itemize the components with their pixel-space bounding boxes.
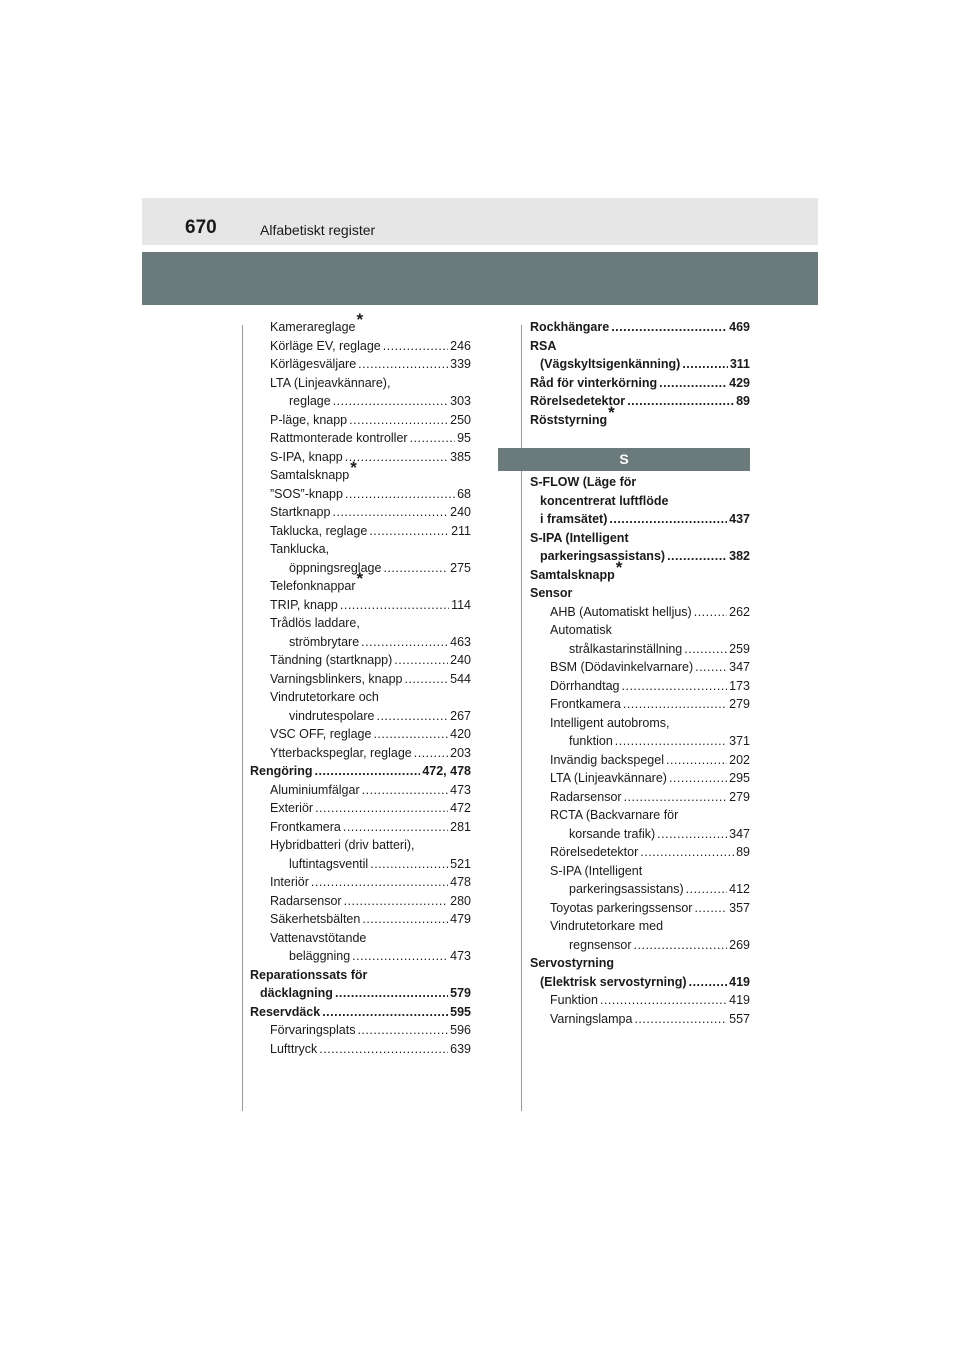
index-entry-page: 267 — [450, 708, 471, 723]
index-entry-label: Aluminiumfälgar — [270, 782, 360, 797]
index-entry-label: Röststyrning — [530, 412, 608, 427]
index-entry-page: 437 — [729, 512, 750, 526]
dot-leader — [383, 337, 448, 356]
index-entry — [250, 522, 471, 541]
index-entry — [530, 899, 750, 918]
dot-leader — [684, 640, 727, 659]
index-entry — [250, 744, 471, 763]
index-entry: Samtalsknapp * — [250, 466, 471, 485]
dot-leader — [319, 1040, 448, 1059]
index-entry-page: 382 — [729, 549, 750, 563]
index-entry — [250, 984, 471, 1003]
dot-leader — [694, 899, 727, 918]
index-entry-page: 203 — [450, 745, 471, 760]
index-entry-label: Ytterbackspeglar, reglage — [270, 745, 412, 760]
index-entry — [250, 855, 471, 874]
dot-leader — [315, 762, 421, 781]
index-entry-label: Invändig backspegel — [550, 752, 664, 767]
index-entry-label: Automatisk — [550, 623, 612, 637]
index-entry — [250, 762, 471, 781]
index-entry — [250, 725, 471, 744]
index-entry-page: 419 — [729, 974, 750, 989]
dot-leader — [640, 843, 734, 862]
index-entry — [530, 751, 750, 770]
index-entry — [530, 843, 750, 862]
dot-leader — [335, 984, 448, 1003]
index-entry-page: 246 — [450, 338, 471, 353]
dot-leader — [370, 855, 448, 874]
dot-leader — [623, 695, 727, 714]
dot-leader — [667, 547, 727, 566]
dot-leader — [627, 392, 734, 411]
index-entry-page: 473 — [450, 949, 471, 963]
index-entry — [250, 799, 471, 818]
dot-leader — [344, 892, 449, 911]
index-entry — [250, 836, 471, 855]
dot-leader — [622, 677, 728, 696]
dot-leader — [669, 769, 727, 788]
index-entry — [530, 621, 750, 640]
index-entry-label: Vindrutetorkare och — [270, 690, 379, 704]
index-entry-page: 429 — [729, 375, 750, 390]
index-entry-label: koncentrerat luftflöde — [540, 493, 669, 508]
dot-leader — [410, 429, 456, 448]
dot-leader — [414, 744, 448, 763]
index-entry — [250, 337, 471, 356]
index-entry — [250, 781, 471, 800]
index-entry-page: 281 — [450, 819, 471, 834]
dot-leader — [332, 503, 448, 522]
index-entry — [250, 355, 471, 374]
section-title: Alfabetiskt register — [260, 222, 376, 238]
index-entry-page: 357 — [729, 900, 750, 915]
index-entry-page: 211 — [451, 523, 471, 538]
index-entry — [250, 392, 471, 411]
index-entry-label: Telefonknappar — [270, 579, 356, 593]
index-entry-page: 544 — [450, 671, 471, 686]
index-entry-label: Rörelsedetektor — [550, 845, 639, 859]
index-entry — [530, 473, 750, 492]
index-entry-label: Trådlös laddare, — [270, 616, 360, 630]
index-entry-page: 173 — [729, 678, 750, 693]
index-entry-label: Reservdäck — [250, 1004, 321, 1019]
index-entry-label: reglage — [289, 394, 331, 408]
dot-leader — [666, 751, 727, 770]
index-entry-label: (Vägskyltsigenkänning) — [540, 357, 681, 371]
index-entry-label: Intelligent autobroms, — [550, 715, 670, 730]
dot-leader — [358, 355, 448, 374]
index-entry-label: Varningsblinkers, knapp — [270, 671, 403, 686]
index-entry-label: S-IPA, knapp — [270, 449, 343, 464]
index-entry-page: 347 — [729, 660, 750, 674]
letter-heading-s: S — [498, 448, 750, 471]
index-entry-page: 639 — [450, 1041, 471, 1056]
dot-leader — [695, 658, 727, 677]
index-entry-page: 412 — [729, 882, 750, 896]
index-entry — [530, 640, 750, 659]
page-header-bar — [142, 198, 818, 245]
index-entry — [530, 788, 750, 807]
index-entry-label: RCTA (Backvarnare för — [550, 808, 679, 822]
index-entry — [250, 947, 471, 966]
index-entry-label: öppningsreglage — [289, 560, 382, 575]
index-entry-page: 579 — [450, 986, 471, 1000]
index-entry — [250, 873, 471, 892]
index-entry: Telefonknappar * — [250, 577, 471, 596]
dot-leader — [322, 1003, 448, 1022]
dot-leader — [609, 510, 727, 529]
index-entry — [530, 991, 750, 1010]
dot-leader — [404, 670, 448, 689]
page-number: 670 — [185, 217, 217, 238]
index-entry-label: S-IPA (Intelligent — [550, 863, 643, 878]
index-entry-label: Säkerhetsbälten — [270, 912, 361, 926]
index-entry — [530, 1010, 750, 1029]
dot-leader — [345, 448, 448, 467]
dot-leader — [362, 781, 449, 800]
index-entry — [530, 954, 750, 973]
index-entry — [250, 540, 471, 559]
index-entry-label: Exteriör — [270, 801, 314, 815]
column-rule-middle — [521, 325, 522, 1111]
index-entry — [250, 910, 471, 929]
dot-leader — [340, 596, 449, 615]
index-column-right-bottom — [530, 473, 750, 1028]
dot-leader — [682, 355, 728, 374]
dot-leader — [343, 818, 448, 837]
index-entry-label: strömbrytare — [289, 634, 360, 649]
index-entry-label: Rengöring — [250, 764, 313, 778]
index-entry-label: Varningslampa — [550, 1011, 633, 1026]
index-entry-label: Servostyrning — [530, 956, 615, 970]
dot-leader — [694, 603, 727, 622]
index-entry-label: Frontkamera — [550, 697, 621, 711]
index-entry — [530, 880, 750, 899]
index-entry-page: 557 — [729, 1011, 750, 1026]
index-entry-label: Tändning (startknapp) — [270, 653, 393, 667]
index-entry — [250, 1021, 471, 1040]
index-entry — [250, 966, 471, 985]
dot-leader — [689, 973, 728, 992]
index-entry-label: P-läge, knapp — [270, 412, 348, 427]
dot-leader — [383, 559, 448, 578]
index-entry-label: Tanklucka, — [270, 542, 330, 556]
index-entry-page: 595 — [450, 1004, 471, 1019]
index-entry-label: Interiör — [270, 875, 309, 889]
index-entry-label: parkeringsassistans) — [569, 882, 684, 896]
index-entry-page: 479 — [450, 912, 471, 926]
index-entry — [250, 411, 471, 430]
dot-leader — [357, 1021, 448, 1040]
dot-leader — [615, 732, 727, 751]
index-entry-page: 114 — [451, 597, 471, 612]
index-entry — [530, 584, 750, 603]
index-entry — [530, 318, 750, 337]
index-entry-label: LTA (Linjeavkännare), — [270, 375, 391, 390]
index-entry-label: korsande trafik) — [569, 826, 656, 841]
index-entry-label: Rockhängare — [530, 320, 610, 334]
index-entry — [530, 374, 750, 393]
index-entry-label: Dörrhandtag — [550, 678, 620, 693]
index-entry-label: funktion — [569, 734, 613, 748]
index-entry-page: 89 — [736, 394, 750, 408]
index-entry — [530, 529, 750, 548]
index-entry-page: 202 — [729, 752, 750, 767]
index-column-left — [250, 310, 471, 1058]
index-entry-label: beläggning — [289, 949, 351, 963]
index-entry-page: 295 — [729, 771, 750, 785]
index-entry-label: AHB (Automatiskt helljus) — [550, 604, 692, 619]
index-entry — [250, 374, 471, 393]
index-entry — [530, 337, 750, 356]
index-entry — [530, 355, 750, 374]
index-entry-label: VSC OFF, reglage — [270, 727, 372, 741]
index-entry — [250, 929, 471, 948]
index-entry-page: 280 — [450, 893, 471, 908]
index-entry — [530, 806, 750, 825]
dot-leader — [600, 991, 727, 1010]
index-entry-page: 472 — [450, 801, 471, 815]
index-entry-label: Rörelsedetektor — [530, 394, 626, 408]
index-entry-page: 275 — [450, 560, 471, 575]
index-entry-label: Toyotas parkeringssensor — [550, 900, 693, 915]
index-entry — [250, 688, 471, 707]
index-entry-page: 240 — [450, 505, 471, 519]
index-entry — [250, 503, 471, 522]
index-entry — [530, 492, 750, 511]
index-entry-page: 339 — [450, 357, 471, 371]
index-entry: Kamerareglage * — [250, 318, 471, 337]
index-entry-page: 279 — [729, 789, 750, 804]
dot-leader — [369, 522, 449, 541]
index-entry-label: Rattmonterade kontroller — [270, 431, 408, 445]
index-entry-label: S-IPA (Intelligent — [530, 530, 629, 545]
index-entry-page: 259 — [729, 641, 750, 656]
dot-leader — [373, 725, 448, 744]
index-entry-page: 95 — [457, 431, 471, 445]
index-entry — [530, 862, 750, 881]
index-entry — [530, 732, 750, 751]
dot-leader — [659, 374, 727, 393]
index-entry-page: 250 — [450, 412, 471, 427]
index-entry — [250, 633, 471, 652]
index-entry-label: Taklucka, reglage — [270, 523, 368, 538]
index-entry-label: Sensor — [530, 586, 573, 600]
index-entry-page: 521 — [450, 856, 471, 871]
index-column-right-top — [530, 318, 750, 429]
column-rule-left — [242, 325, 243, 1111]
index-entry — [530, 658, 750, 677]
index-entry — [530, 825, 750, 844]
index-entry-page: 303 — [450, 394, 471, 408]
index-entry-label: Lufttryck — [270, 1041, 318, 1056]
index-entry-page: 68 — [457, 486, 471, 501]
index-entry — [530, 973, 750, 992]
index-entry — [250, 485, 471, 504]
dot-leader — [333, 392, 448, 411]
index-entry-label: LTA (Linjeavkännare) — [550, 771, 667, 785]
index-entry-label: Reparationssats för — [250, 967, 368, 982]
index-entry — [250, 670, 471, 689]
index-entry-label: Körläge EV, reglage — [270, 338, 381, 353]
index-entry-label: BSM (Dödavinkelvarnare) — [550, 660, 694, 674]
index-entry-label: regnsensor — [569, 937, 632, 952]
index-entry-page: 371 — [729, 734, 750, 748]
index-entry — [250, 448, 471, 467]
dot-leader — [376, 707, 448, 726]
index-entry-label: Radarsensor — [270, 893, 342, 908]
index-entry-label: Samtalsknapp — [530, 567, 615, 582]
index-entry-label: strålkastarinställning — [569, 641, 683, 656]
header-band — [142, 252, 818, 305]
index-entry: Röststyrning * — [530, 411, 750, 430]
index-entry-label: Startknapp — [270, 505, 331, 519]
index-entry-page: 269 — [729, 937, 750, 952]
index-entry-label: Vindrutetorkare med — [550, 919, 664, 933]
index-entry-page: 596 — [450, 1023, 471, 1037]
index-entry — [250, 651, 471, 670]
index-entry — [530, 547, 750, 566]
dot-leader — [345, 485, 455, 504]
index-entry — [250, 614, 471, 633]
index-entry — [250, 596, 471, 615]
dot-leader — [657, 825, 727, 844]
index-entry-label: Körlägesväljare — [270, 357, 357, 371]
dot-leader — [624, 788, 728, 807]
index-entry — [250, 1040, 471, 1059]
index-entry-label: Radarsensor — [550, 789, 622, 804]
index-entry-label: (Elektrisk servostyrning) — [540, 974, 687, 989]
dot-leader — [634, 1010, 727, 1029]
index-entry-label: Kamerareglage — [270, 320, 356, 334]
index-entry-label: däcklagning — [260, 986, 333, 1000]
index-entry-label: ”SOS”-knapp — [270, 486, 343, 501]
index-entry — [530, 695, 750, 714]
index-entry — [530, 917, 750, 936]
dot-leader — [361, 633, 448, 652]
index-entry-label: i framsätet) — [540, 512, 608, 526]
index-entry-page: 89 — [736, 845, 750, 859]
index-entry-page: 240 — [450, 653, 471, 667]
index-entry-page: 419 — [729, 993, 750, 1007]
index-entry-page: 420 — [450, 727, 471, 741]
dot-leader — [394, 651, 448, 670]
index-entry — [250, 818, 471, 837]
index-entry-label: luftintagsventil — [289, 856, 369, 871]
index-entry-label: Vattenavstötande — [270, 930, 367, 945]
index-entry — [250, 1003, 471, 1022]
index-entry-page: 472, 478 — [422, 764, 471, 778]
index-entry-label: parkeringsassistans) — [540, 549, 666, 563]
index-entry-page: 463 — [450, 634, 471, 649]
index-entry-label: Råd för vinterkörning — [530, 375, 658, 390]
index-entry-label: Frontkamera — [270, 819, 341, 834]
dot-leader — [349, 411, 448, 430]
index-entry-page: 347 — [729, 826, 750, 841]
dot-leader — [311, 873, 448, 892]
index-entry — [250, 429, 471, 448]
index-entry-page: 469 — [729, 320, 750, 334]
index-entry-label: Samtalsknapp — [270, 468, 350, 482]
index-entry-page: 478 — [450, 875, 471, 889]
index-entry-label: Förvaringsplats — [270, 1023, 356, 1037]
dot-leader — [352, 947, 448, 966]
index-entry-label: TRIP, knapp — [270, 597, 338, 612]
dot-leader — [362, 910, 448, 929]
dot-leader — [634, 936, 728, 955]
index-entry-label: S-FLOW (Läge för — [530, 475, 637, 489]
index-entry — [530, 392, 750, 411]
index-entry-page: 473 — [450, 782, 471, 797]
index-entry-page: 311 — [729, 357, 750, 371]
dot-leader — [315, 799, 448, 818]
index-entry — [530, 936, 750, 955]
index-entry-label: RSA — [530, 338, 557, 353]
index-entry — [530, 714, 750, 733]
index-entry-label: Hybridbatteri (driv batteri), — [270, 838, 415, 852]
index-entry — [530, 769, 750, 788]
index-entry-page: 385 — [450, 449, 471, 464]
index-entry — [530, 603, 750, 622]
index-entry-page: 279 — [729, 697, 750, 711]
dot-leader — [611, 318, 727, 337]
dot-leader — [686, 880, 728, 899]
index-entry — [530, 510, 750, 529]
index-entry — [530, 677, 750, 696]
index-entry — [250, 707, 471, 726]
index-entry-label: vindrutespolare — [289, 708, 375, 723]
index-entry-label: Funktion — [550, 993, 598, 1007]
index-entry — [250, 892, 471, 911]
index-entry-page: 262 — [729, 604, 750, 619]
index-entry: Samtalsknapp * — [530, 566, 750, 585]
